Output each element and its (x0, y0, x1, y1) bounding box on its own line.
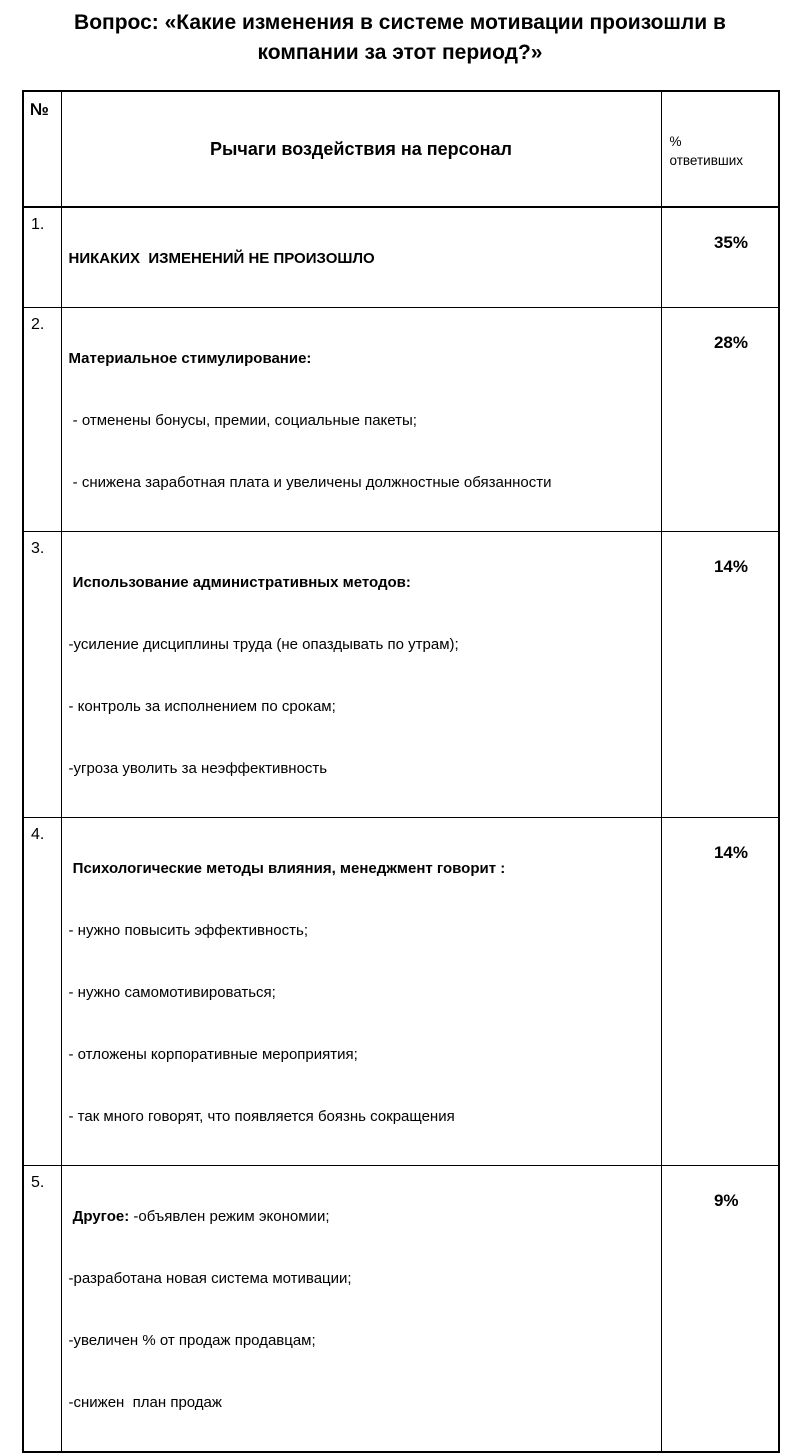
row-line: -разработана новая система мотивации; (68, 1270, 352, 1287)
row-percent-cell (661, 207, 779, 308)
slide (0, 8, 800, 1411)
row-heading: Психологические методы влияния, менеджмент говорит : (68, 860, 506, 877)
header-number: № (23, 91, 61, 207)
row-line: - снижена заработная плата и увеличены должностные обязанности (68, 474, 552, 491)
table-row (23, 308, 779, 532)
row-heading: Использование административных методов: (68, 574, 411, 591)
row-heading: Материальное стимулирование: (68, 350, 312, 367)
row-line: -усиление дисциплины труда (не опаздывать по утрам); (68, 636, 459, 653)
table-row (23, 207, 779, 308)
table-row (23, 532, 779, 818)
row-content (61, 1166, 661, 1453)
header-percent-label: % ответивших (669, 134, 743, 168)
row-heading: НИКАКИХ ИЗМЕНЕНИЙ НЕ ПРОИЗОШЛО (68, 250, 375, 267)
row-number: 1. (23, 207, 61, 308)
row-content (61, 207, 661, 308)
results-table (22, 90, 780, 1453)
row-percent: 28% (713, 333, 748, 352)
row-percent-cell (661, 818, 779, 1166)
row-line: -снижен план продаж (68, 1394, 222, 1411)
row-content (61, 532, 661, 818)
row-content (61, 818, 661, 1166)
table-row (23, 1166, 779, 1453)
table-header-row (23, 91, 779, 207)
row-line: - контроль за исполнением по срокам; (68, 698, 336, 715)
page-title: Вопрос: «Какие изменения в системе мотивации произошли в компании за этот период?» (74, 11, 726, 64)
row-number: 4. (23, 818, 61, 1166)
row-percent: 14% (713, 843, 748, 862)
row-line: - так много говорят, что появляется боязнь сокращения (68, 1108, 455, 1125)
row-heading: Другое: (68, 1208, 130, 1225)
row-heading-rest: -объявлен режим экономии; (129, 1208, 330, 1225)
row-line: - отменены бонусы, премии, социальные пакеты; (68, 412, 417, 429)
row-percent: 35% (713, 233, 748, 252)
row-line: - отложены корпоративные мероприятия; (68, 1046, 358, 1063)
row-line: -увеличен % от продаж продавцам; (68, 1332, 316, 1349)
row-percent: 9% (713, 1191, 739, 1210)
row-percent-cell (661, 532, 779, 818)
row-percent: 14% (713, 557, 748, 576)
row-line: -угроза уволить за неэффективность (68, 760, 328, 777)
row-content (61, 308, 661, 532)
row-line: - нужно самомотивироваться; (68, 984, 276, 1001)
table-row (23, 818, 779, 1166)
row-line: - нужно повысить эффективность; (68, 922, 308, 939)
row-number: 2. (23, 308, 61, 532)
row-heading-line (69, 1203, 655, 1231)
row-number: 5. (23, 1166, 61, 1453)
row-number: 3. (23, 532, 61, 818)
row-percent-cell (661, 1166, 779, 1453)
header-levers: Рычаги воздействия на персонал (61, 91, 661, 207)
header-percent (661, 91, 779, 207)
row-percent-cell (661, 308, 779, 532)
